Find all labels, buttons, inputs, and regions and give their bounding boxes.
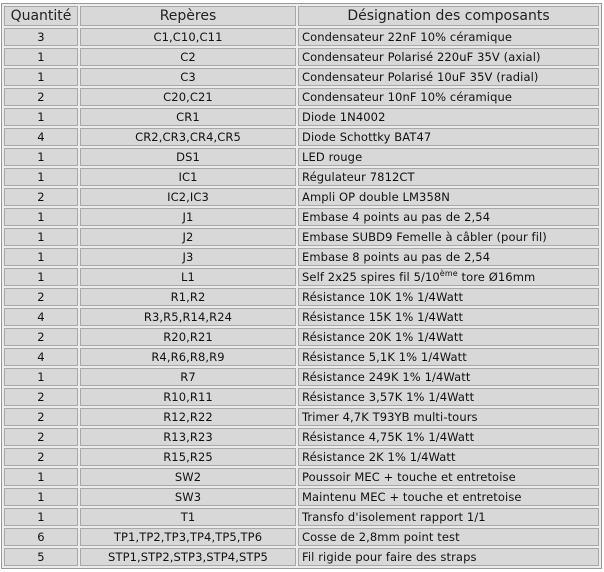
table-row bbox=[4, 508, 599, 526]
refs-cell: C20,C21 bbox=[80, 88, 296, 106]
table-row bbox=[4, 108, 599, 126]
table-row bbox=[4, 48, 599, 66]
table-row bbox=[4, 268, 599, 286]
refs-cell: SW3 bbox=[80, 488, 296, 506]
quantity-cell: 3 bbox=[4, 28, 78, 46]
designation-cell bbox=[298, 208, 599, 226]
designation-text: Embase SUBD9 Femelle à câbler (pour fil) bbox=[302, 230, 547, 244]
quantity-cell: 1 bbox=[4, 268, 78, 286]
designation-text: Ampli OP double LM358N bbox=[302, 190, 450, 204]
table-row bbox=[4, 328, 599, 346]
designation-cell bbox=[298, 448, 599, 466]
designation-cell bbox=[298, 308, 599, 326]
table-row bbox=[4, 168, 599, 186]
designation-text: Transfo d'isolement rapport 1/1 bbox=[302, 510, 486, 524]
quantity-cell: 2 bbox=[4, 428, 78, 446]
refs-cell: C1,C10,C11 bbox=[80, 28, 296, 46]
designation-text: Résistance 20K 1% 1/4Watt bbox=[302, 330, 464, 344]
table-row bbox=[4, 308, 599, 326]
table-row bbox=[4, 208, 599, 226]
quantity-cell: 1 bbox=[4, 168, 78, 186]
quantity-cell: 1 bbox=[4, 508, 78, 526]
designation-text: Résistance 15K 1% 1/4Watt bbox=[302, 310, 464, 324]
table-row bbox=[4, 248, 599, 266]
refs-cell: STP1,STP2,STP3,STP4,STP5 bbox=[80, 548, 296, 566]
refs-cell: R13,R23 bbox=[80, 428, 296, 446]
designation-text: Résistance 249K 1% 1/4Watt bbox=[302, 370, 471, 384]
refs-cell: J1 bbox=[80, 208, 296, 226]
designation-cell bbox=[298, 428, 599, 446]
table-row bbox=[4, 228, 599, 246]
designation-cell bbox=[298, 528, 599, 546]
designation-cell bbox=[298, 28, 599, 46]
designation-cell bbox=[298, 48, 599, 66]
designation-text: Résistance 4,75K 1% 1/4Watt bbox=[302, 430, 475, 444]
table-row bbox=[4, 148, 599, 166]
refs-cell: R7 bbox=[80, 368, 296, 386]
quantity-cell: 1 bbox=[4, 248, 78, 266]
header-row bbox=[4, 6, 599, 26]
table-row bbox=[4, 548, 599, 566]
quantity-cell: 2 bbox=[4, 88, 78, 106]
designation-text: Résistance 3,57K 1% 1/4Watt bbox=[302, 390, 475, 404]
designation-text: Résistance 5,1K 1% 1/4Watt bbox=[302, 350, 467, 364]
table-row bbox=[4, 188, 599, 206]
designation-text: Condensateur Polarisé 10uF 35V (radial) bbox=[302, 70, 539, 84]
designation-cell bbox=[298, 68, 599, 86]
table-row bbox=[4, 448, 599, 466]
table-row bbox=[4, 288, 599, 306]
quantity-cell: 1 bbox=[4, 488, 78, 506]
quantity-cell: 1 bbox=[4, 208, 78, 226]
quantity-cell: 1 bbox=[4, 108, 78, 126]
refs-cell: IC2,IC3 bbox=[80, 188, 296, 206]
designation-text: Diode 1N4002 bbox=[302, 110, 386, 124]
refs-cell: R1,R2 bbox=[80, 288, 296, 306]
designation-cell bbox=[298, 268, 599, 286]
refs-cell: IC1 bbox=[80, 168, 296, 186]
designation-text: Cosse de 2,8mm point test bbox=[302, 530, 460, 544]
designation-cell bbox=[298, 108, 599, 126]
quantity-cell: 1 bbox=[4, 68, 78, 86]
table-body bbox=[4, 28, 599, 566]
header-refs: Repères bbox=[80, 6, 296, 26]
designation-cell bbox=[298, 248, 599, 266]
quantity-cell: 1 bbox=[4, 468, 78, 486]
refs-cell: R12,R22 bbox=[80, 408, 296, 426]
designation-cell bbox=[298, 288, 599, 306]
designation-text: Diode Schottky BAT47 bbox=[302, 130, 432, 144]
quantity-cell: 1 bbox=[4, 228, 78, 246]
header-designation: Désignation des composants bbox=[298, 6, 599, 26]
designation-cell bbox=[298, 468, 599, 486]
designation-cell bbox=[298, 548, 599, 566]
refs-cell: R3,R5,R14,R24 bbox=[80, 308, 296, 326]
refs-cell: R4,R6,R8,R9 bbox=[80, 348, 296, 366]
designation-cell bbox=[298, 408, 599, 426]
designation-text: Condensateur 22nF 10% céramique bbox=[302, 30, 513, 44]
designation-text: Fil rigide pour faire des straps bbox=[302, 550, 477, 564]
refs-cell: C3 bbox=[80, 68, 296, 86]
refs-cell: SW2 bbox=[80, 468, 296, 486]
table-row bbox=[4, 528, 599, 546]
designation-text: Self 2x25 spires fil 5/10 bbox=[302, 270, 440, 284]
refs-cell: R15,R25 bbox=[80, 448, 296, 466]
quantity-cell: 2 bbox=[4, 188, 78, 206]
designation-text: Embase 4 points au pas de 2,54 bbox=[302, 210, 491, 224]
refs-cell: J3 bbox=[80, 248, 296, 266]
quantity-cell: 5 bbox=[4, 548, 78, 566]
table-row bbox=[4, 68, 599, 86]
refs-cell: CR1 bbox=[80, 108, 296, 126]
designation-cell bbox=[298, 508, 599, 526]
table-row bbox=[4, 368, 599, 386]
designation-cell bbox=[298, 128, 599, 146]
table-row bbox=[4, 388, 599, 406]
refs-cell: DS1 bbox=[80, 148, 296, 166]
quantity-cell: 2 bbox=[4, 388, 78, 406]
refs-cell: J2 bbox=[80, 228, 296, 246]
components-table bbox=[1, 3, 602, 569]
refs-cell: R10,R11 bbox=[80, 388, 296, 406]
designation-text: Résistance 10K 1% 1/4Watt bbox=[302, 290, 464, 304]
quantity-cell: 1 bbox=[4, 148, 78, 166]
designation-text: Maintenu MEC + touche et entretoise bbox=[302, 490, 522, 504]
quantity-cell: 1 bbox=[4, 368, 78, 386]
header-quantity: Quantité bbox=[4, 6, 78, 26]
quantity-cell: 4 bbox=[4, 308, 78, 326]
quantity-cell: 4 bbox=[4, 348, 78, 366]
refs-cell: TP1,TP2,TP3,TP4,TP5,TP6 bbox=[80, 528, 296, 546]
designation-cell bbox=[298, 88, 599, 106]
refs-cell: T1 bbox=[80, 508, 296, 526]
designation-text-end: tore Ø16mm bbox=[457, 270, 536, 284]
quantity-cell: 4 bbox=[4, 128, 78, 146]
refs-cell: R20,R21 bbox=[80, 328, 296, 346]
refs-cell: L1 bbox=[80, 268, 296, 286]
table-row bbox=[4, 28, 599, 46]
designation-cell bbox=[298, 388, 599, 406]
designation-text: Trimer 4,7K T93YB multi-tours bbox=[302, 410, 478, 424]
table-row bbox=[4, 468, 599, 486]
table-row bbox=[4, 348, 599, 366]
designation-cell bbox=[298, 188, 599, 206]
refs-cell: C2 bbox=[80, 48, 296, 66]
quantity-cell: 2 bbox=[4, 288, 78, 306]
designation-cell bbox=[298, 368, 599, 386]
designation-cell bbox=[298, 148, 599, 166]
designation-cell bbox=[298, 488, 599, 506]
quantity-cell: 6 bbox=[4, 528, 78, 546]
designation-text: Résistance 2K 1% 1/4Watt bbox=[302, 450, 456, 464]
quantity-cell: 2 bbox=[4, 448, 78, 466]
table-row bbox=[4, 408, 599, 426]
table-row bbox=[4, 88, 599, 106]
designation-text: LED rouge bbox=[302, 150, 363, 164]
designation-cell bbox=[298, 328, 599, 346]
designation-text: Embase 8 points au pas de 2,54 bbox=[302, 250, 491, 264]
table-row bbox=[4, 128, 599, 146]
table-row bbox=[4, 488, 599, 506]
designation-text: Régulateur 7812CT bbox=[302, 170, 415, 184]
quantity-cell: 2 bbox=[4, 328, 78, 346]
designation-text: Condensateur 10nF 10% céramique bbox=[302, 90, 513, 104]
designation-cell bbox=[298, 168, 599, 186]
refs-cell: CR2,CR3,CR4,CR5 bbox=[80, 128, 296, 146]
designation-text: Poussoir MEC + touche et entretoise bbox=[302, 470, 516, 484]
designation-cell bbox=[298, 228, 599, 246]
designation-cell bbox=[298, 348, 599, 366]
designation-text: Condensateur Polarisé 220uF 35V (axial) bbox=[302, 50, 541, 64]
quantity-cell: 1 bbox=[4, 48, 78, 66]
quantity-cell: 2 bbox=[4, 408, 78, 426]
table-row bbox=[4, 428, 599, 446]
designation-superscript: ème bbox=[439, 269, 458, 279]
